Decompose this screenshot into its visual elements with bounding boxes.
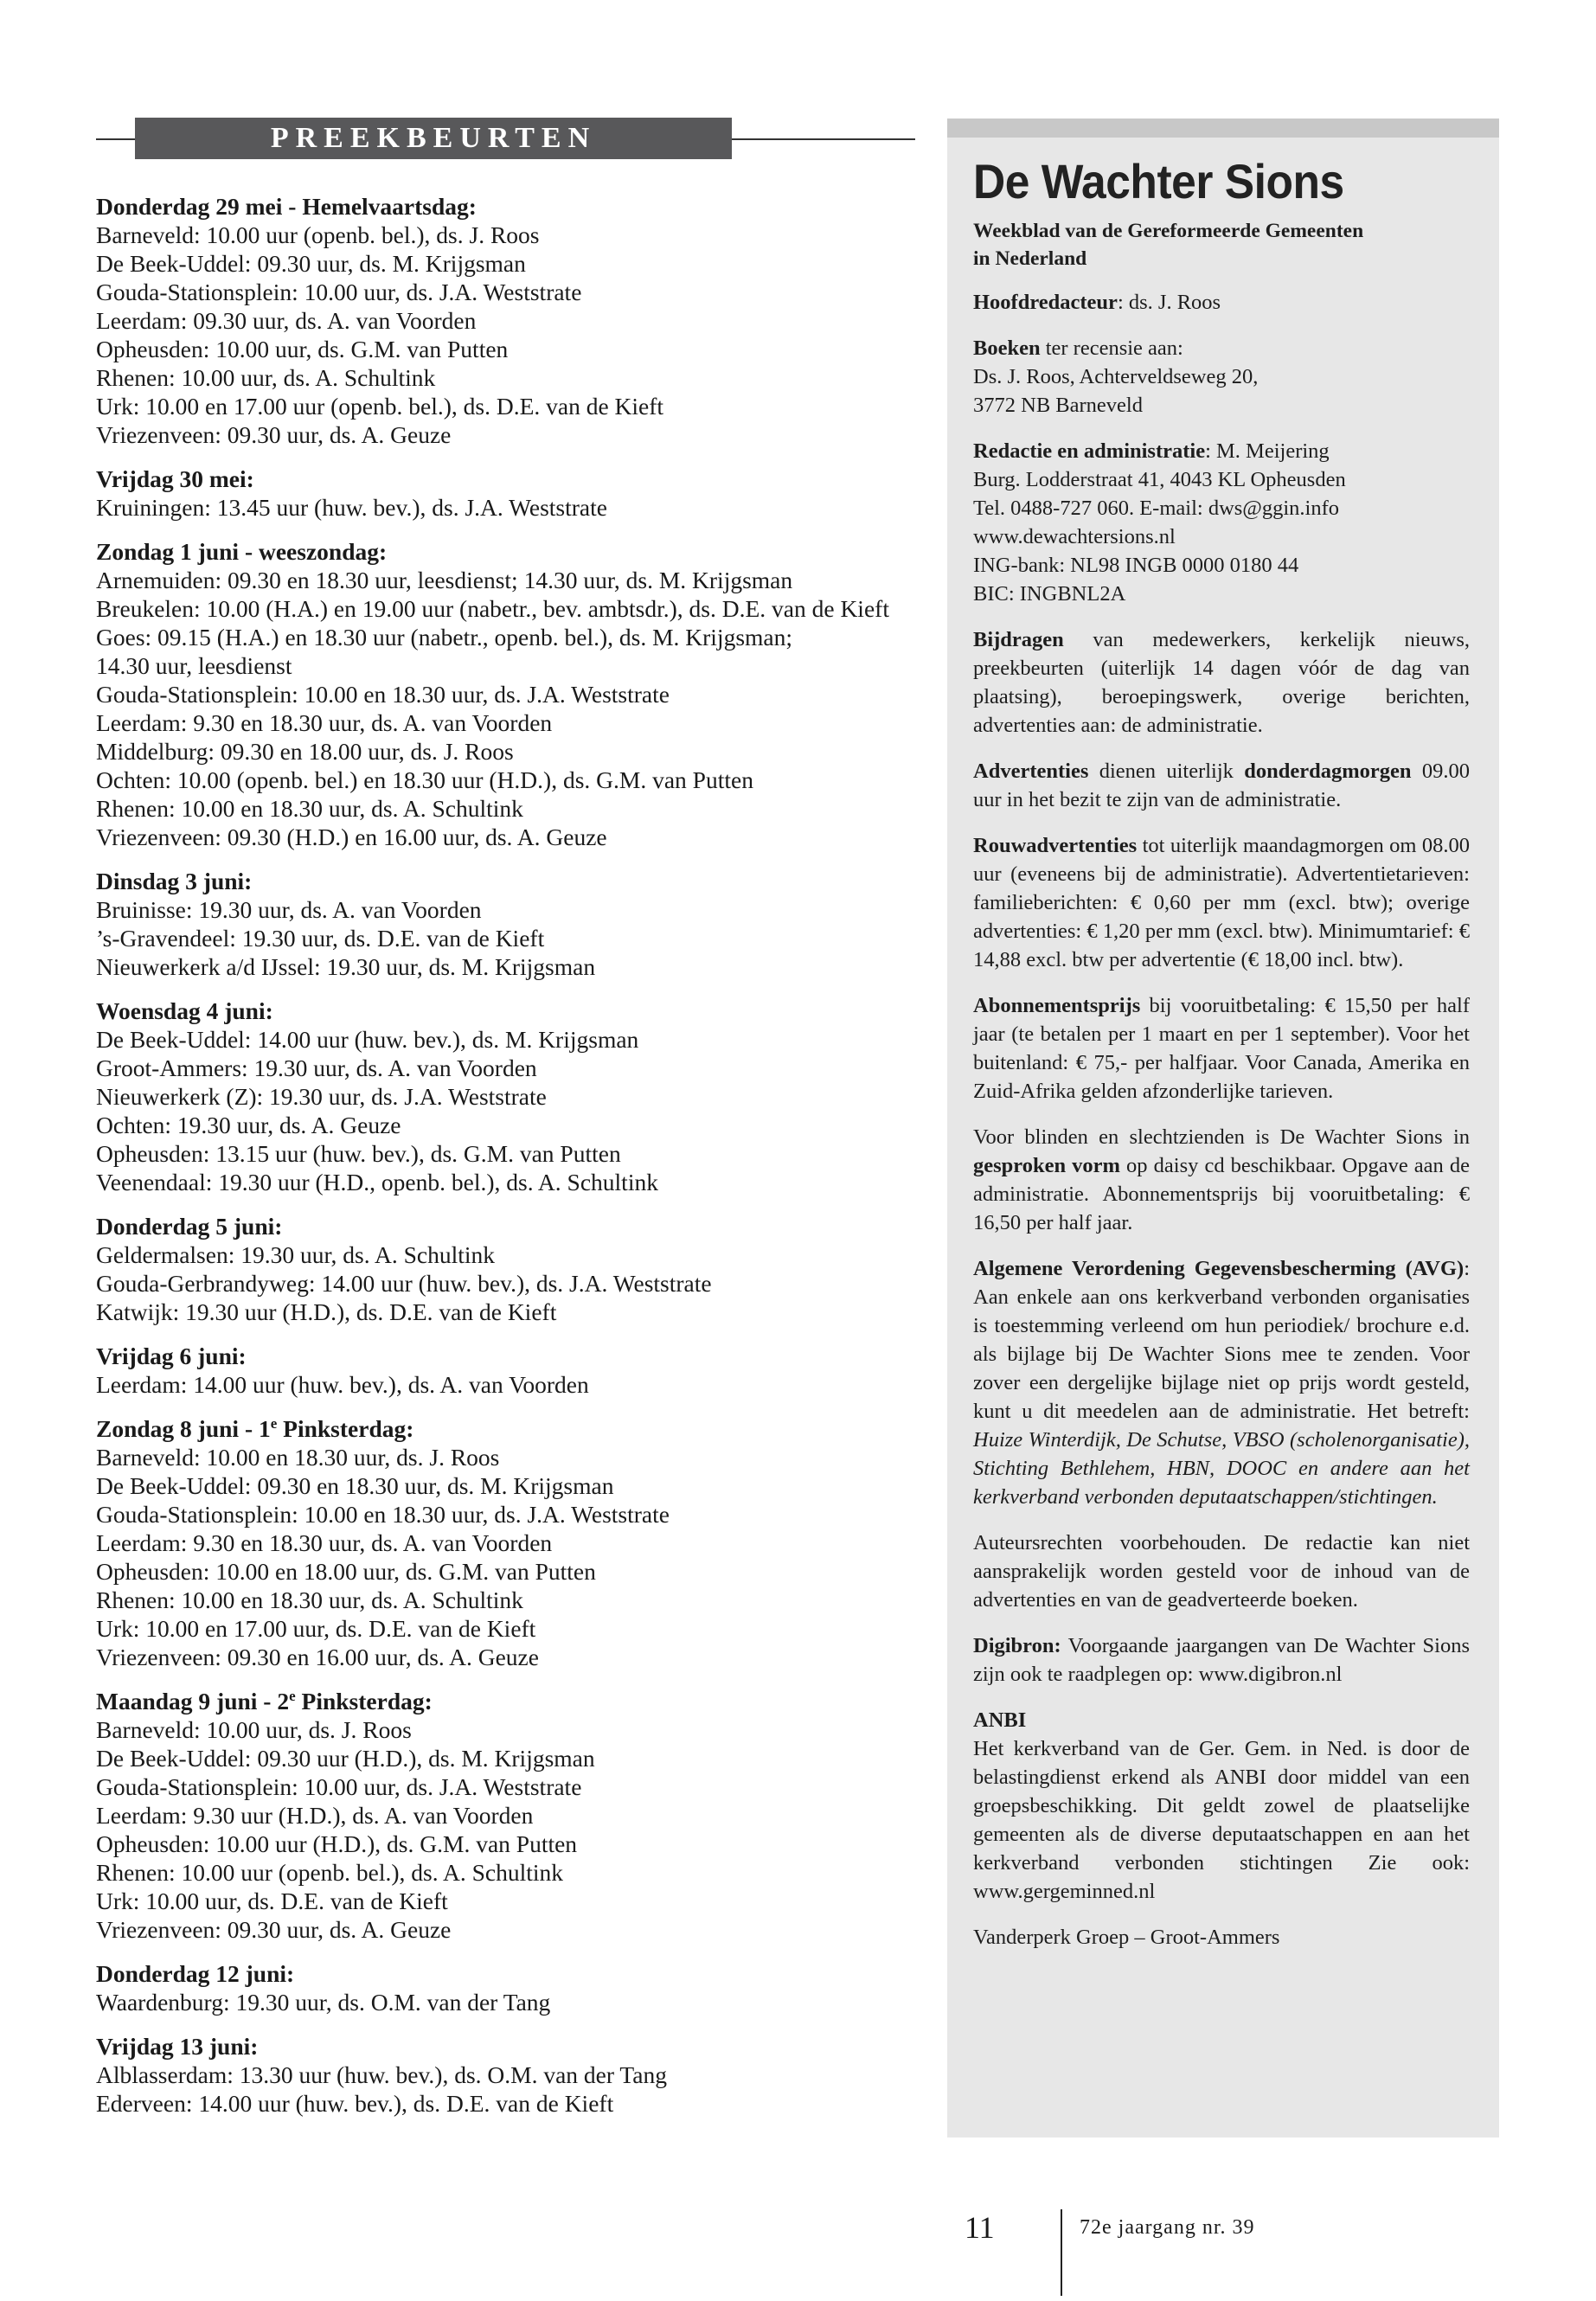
- text: 09.00 uur in het bezit te zijn van de administratie.: [973, 760, 1471, 811]
- schedule-day: [96, 2032, 926, 2118]
- contact-line: Tel. 0488-727 060. E-mail: dws@ggin.info: [973, 497, 1340, 520]
- text: dienen uiterlijk: [1088, 760, 1245, 783]
- abonnementsprijs: [973, 991, 1470, 1106]
- service-entry: Rhenen: 10.00 en 18.30 uur, ds. A. Schultink: [96, 795, 523, 822]
- header-rule-left: [96, 138, 135, 140]
- emphasis: donderdagmorgen: [1244, 760, 1412, 783]
- day-title-part: Pinksterdag:: [295, 1688, 433, 1715]
- service-entry: De Beek-Uddel: 09.30 en 18.30 uur, ds. M. Krijgsman: [96, 1472, 614, 1499]
- service-entry: Leerdam: 09.30 uur, ds. A. van Voorden: [96, 307, 477, 334]
- contact-line: Burg. Lodderstraat 41, 4043 KL Opheusden: [973, 468, 1346, 491]
- page-number: 11: [965, 2210, 995, 2245]
- day-title-part: Zondag 8 juni - 1: [96, 1415, 271, 1442]
- schedule-day: [96, 867, 926, 981]
- service-entry: ’s-Gravendeel: 19.30 uur, ds. D.E. van de Kieft: [96, 925, 545, 952]
- day-title: Vrijdag 6 juni:: [96, 1343, 247, 1369]
- service-entry: Vriezenveen: 09.30 uur, ds. A. Geuze: [96, 421, 452, 448]
- day-title: Donderdag 12 juni:: [96, 1960, 295, 1987]
- service-entry: Rhenen: 10.00 uur, ds. A. Schultink: [96, 364, 436, 391]
- sidebar-top-band: [947, 119, 1499, 138]
- day-title: [96, 1414, 926, 1443]
- day-title: Vrijdag 13 juni:: [96, 2033, 259, 2060]
- service-entry: Vriezenveen: 09.30 uur, ds. A. Geuze: [96, 1916, 452, 1943]
- service-entry: Gouda-Stationsplein: 10.00 uur, ds. J.A. Weststrate: [96, 279, 582, 305]
- service-entry: Barneveld: 10.00 uur, ds. J. Roos: [96, 1716, 412, 1743]
- subtitle-line: in Nederland: [973, 247, 1087, 270]
- rouwadvertenties: [973, 831, 1470, 974]
- service-entry: Katwijk: 19.30 uur (H.D.), ds. D.E. van de Kieft: [96, 1298, 557, 1325]
- service-entry: Ochten: 10.00 (openb. bel.) en 18.30 uur (H.D.), ds. G.M. van Putten: [96, 766, 753, 793]
- schedule-day: [96, 1212, 926, 1326]
- service-entry: Leerdam: 9.30 en 18.30 uur, ds. A. van Voorden: [96, 709, 553, 736]
- hoofdredacteur: [973, 288, 1470, 317]
- service-entry: Leerdam: 9.30 en 18.30 uur, ds. A. van Voorden: [96, 1529, 553, 1556]
- address-line: Ds. J. Roos, Achterveldseweg 20,: [973, 365, 1259, 388]
- service-entry: Kruiningen: 13.45 uur (huw. bev.), ds. J.A. Weststrate: [96, 494, 607, 521]
- colophon-sidebar: [947, 119, 1499, 2138]
- day-title: Zondag 1 juni - weeszondag:: [96, 538, 388, 565]
- service-entry: Gouda-Gerbrandyweg: 14.00 uur (huw. bev.), ds. J.A. Weststrate: [96, 1270, 712, 1297]
- digibron: [973, 1631, 1470, 1689]
- schedule-day: [96, 1687, 926, 1944]
- label: Hoofdredacteur: [973, 291, 1118, 314]
- label: Advertenties: [973, 760, 1089, 783]
- text: : M. Meijering: [1205, 439, 1330, 463]
- day-title: [96, 1687, 926, 1715]
- service-entry: Groot-Ammers: 19.30 uur, ds. A. van Voorden: [96, 1054, 537, 1081]
- service-entry: Nieuwerkerk a/d IJssel: 19.30 uur, ds. M. Krijgsman: [96, 953, 596, 980]
- volume-info: 72e jaargang nr. 39: [1080, 2216, 1255, 2239]
- service-entry: De Beek-Uddel: 09.30 uur (H.D.), ds. M. Krijgsman: [96, 1745, 595, 1772]
- text: van medewerkers, kerkelijk nieuws, preekbeurten (uiterlijk 14 dagen vóór de dag van plaatsing), beroepingswerk, overige berichten, advertenties aan: de administratie.: [973, 628, 1470, 737]
- ordinal-suffix: e: [289, 1687, 296, 1704]
- text: op daisy cd beschikbaar. Opgave aan de administratie. Abonnementsprijs bij vooruitbetaling: € 16,50 per half jaar.: [973, 1154, 1470, 1234]
- contact-line: BIC: INGBNL2A: [973, 582, 1126, 606]
- service-entry: Opheusden: 13.15 uur (huw. bev.), ds. G.M. van Putten: [96, 1140, 621, 1167]
- service-entry: Barneveld: 10.00 en 18.30 uur, ds. J. Roos: [96, 1444, 500, 1471]
- service-entry: Arnemuiden: 09.30 en 18.30 uur, leesdienst; 14.30 uur, ds. M. Krijgsman: [96, 567, 793, 593]
- text: Het kerkverband van de Ger. Gem. in Ned. is door de belastingdienst erkend als ANBI door middel van een groepsbeschikking. Dit geldt zowel de plaatselijke gemeenten als de diverse deputaatschappen en aan het kerkverband verbonden stichtingen Zie ook: www.gergeminned.nl: [973, 1737, 1470, 1903]
- service-entry: Rhenen: 10.00 en 18.30 uur, ds. A. Schultink: [96, 1586, 523, 1613]
- label: Bijdragen: [973, 628, 1064, 651]
- text: ter recensie aan:: [1040, 336, 1183, 360]
- service-entry: Opheusden: 10.00 uur, ds. G.M. van Putten: [96, 336, 509, 362]
- service-entry: Rhenen: 10.00 uur (openb. bel.), ds. A. Schultink: [96, 1859, 564, 1886]
- service-entry: Breukelen: 10.00 (H.A.) en 19.00 uur (nabetr., bev. ambtsdr.), ds. D.E. van de Kieft: [96, 595, 889, 622]
- service-entry: Vriezenveen: 09.30 (H.D.) en 16.00 uur, ds. A. Geuze: [96, 824, 607, 850]
- section-title: PREEKBEURTEN: [135, 118, 732, 159]
- printer: Vanderperk Groep – Groot-Ammers: [973, 1926, 1280, 1949]
- bijdragen: [973, 625, 1470, 740]
- service-entry: Leerdam: 9.30 uur (H.D.), ds. A. van Voorden: [96, 1802, 534, 1829]
- service-entry: De Beek-Uddel: 09.30 uur, ds. M. Krijgsman: [96, 250, 526, 277]
- service-entry: Leerdam: 14.00 uur (huw. bev.), ds. A. van Voorden: [96, 1371, 589, 1398]
- service-entry: Veenendaal: 19.30 uur (H.D., openb. bel.), ds. A. Schultink: [96, 1169, 658, 1195]
- day-title-part: Pinksterdag:: [277, 1415, 414, 1442]
- label: Algemene Verordening Gegevensbescherming (AVG): [973, 1257, 1465, 1280]
- service-entry: Waardenburg: 19.30 uur, ds. O.M. van der Tang: [96, 1989, 551, 2016]
- address-line: 3772 NB Barneveld: [973, 394, 1143, 417]
- italic-text: Huize Winterdijk, De Schutse, VBSO (scholenorganisatie), Stichting Bethlehem, HBN, DOOC en andere aan het kerkverband verbonden deputaatschappen/stichtingen.: [973, 1428, 1470, 1509]
- schedule-day: [96, 1959, 926, 2016]
- label: Digibron:: [973, 1634, 1061, 1657]
- day-title: Dinsdag 3 juni:: [96, 868, 253, 894]
- day-title: Woensdag 4 juni:: [96, 997, 273, 1024]
- boeken: [973, 334, 1470, 420]
- service-entry: Geldermalsen: 19.30 uur, ds. A. Schultink: [96, 1241, 496, 1268]
- service-entry: Alblasserdam: 13.30 uur (huw. bev.), ds. O.M. van der Tang: [96, 2061, 667, 2088]
- blinden: [973, 1123, 1470, 1237]
- service-entry: Ederveen: 14.00 uur (huw. bev.), ds. D.E. van de Kieft: [96, 2090, 614, 2117]
- service-entry: Middelburg: 09.30 en 18.00 uur, ds. J. Roos: [96, 738, 514, 765]
- service-entry: Barneveld: 10.00 uur (openb. bel.), ds. J. Roos: [96, 221, 540, 248]
- day-title: Donderdag 5 juni:: [96, 1213, 283, 1240]
- subtitle-line: Weekblad van de Gereformeerde Gemeenten: [973, 220, 1364, 242]
- schedule-column: [96, 192, 926, 2133]
- schedule-day: [96, 1342, 926, 1399]
- day-title: Donderdag 29 mei - Hemelvaartsdag:: [96, 193, 477, 220]
- service-entry: De Beek-Uddel: 14.00 uur (huw. bev.), ds. M. Krijgsman: [96, 1026, 639, 1053]
- text: : ds. J. Roos: [1117, 291, 1221, 314]
- label: Redactie en administratie: [973, 439, 1206, 463]
- service-entry: Opheusden: 10.00 en 18.00 uur, ds. G.M. van Putten: [96, 1558, 596, 1585]
- service-entry: Ochten: 19.30 uur, ds. A. Geuze: [96, 1112, 401, 1138]
- service-entry: Urk: 10.00 uur, ds. D.E. van de Kieft: [96, 1888, 448, 1914]
- schedule-day: [96, 1414, 926, 1671]
- auteursrechten: Auteursrechten voorbehouden. De redactie kan niet aansprakelijk worden gesteld voor de inhoud van de advertenties en van de geadverteerde boeken.: [973, 1531, 1470, 1612]
- schedule-day: [96, 537, 926, 851]
- text: bij vooruitbetaling: € 15,50 per half jaar (te betalen per 1 maart en per 1 september). Voor het buitenland: € 75,- per halfjaar. Voor Canada, Amerika en Zuid-Afrika gelden afzonderlijke tarieven.: [973, 994, 1470, 1103]
- service-entry: Urk: 10.00 en 17.00 uur, ds. D.E. van de Kieft: [96, 1615, 536, 1642]
- service-entry: Nieuwerkerk (Z): 19.30 uur, ds. J.A. Weststrate: [96, 1083, 547, 1110]
- schedule-day: [96, 465, 926, 522]
- service-entry: Urk: 10.00 en 17.00 uur (openb. bel.), ds. D.E. van de Kieft: [96, 393, 664, 420]
- header-rule-right: [732, 138, 915, 140]
- emphasis: gesproken vorm: [973, 1154, 1120, 1177]
- text: Voor blinden en slechtzienden is De Wachter Sions in: [973, 1125, 1470, 1149]
- day-title: Vrijdag 30 mei:: [96, 465, 254, 492]
- redactie: [973, 437, 1470, 608]
- day-title-part: Maandag 9 juni - 2: [96, 1688, 290, 1715]
- label: Rouwadvertenties: [973, 834, 1138, 857]
- label: Boeken: [973, 336, 1041, 360]
- service-entry: Gouda-Stationsplein: 10.00 en 18.30 uur, ds. J.A. Weststrate: [96, 1501, 670, 1528]
- avg: [973, 1254, 1470, 1511]
- text: : Aan enkele aan ons kerkverband verbonden organisaties is toestemming verleend om hun periodiek/ brochure e.d. als bijlage bij De Wachter Sions mee te zenden. Voor zover een dergelijke bijlage niet op prijs wordt gesteld, kunt u dit meedelen aan de administratie. Het betreft:: [973, 1257, 1470, 1423]
- service-entry: Gouda-Stationsplein: 10.00 uur, ds. J.A. Weststrate: [96, 1773, 582, 1800]
- schedule-day: [96, 192, 926, 449]
- text: Voorgaande jaargangen van De Wachter Sions zijn ook te raadplegen op: www.digibron.nl: [973, 1634, 1470, 1686]
- service-entry: 14.30 uur, leesdienst: [96, 652, 292, 679]
- contact-line: www.dewachtersions.nl: [973, 525, 1176, 548]
- service-entry: Vriezenveen: 09.30 en 16.00 uur, ds. A. Geuze: [96, 1644, 539, 1670]
- label: ANBI: [973, 1708, 1027, 1732]
- masthead: De Wachter Sions: [973, 154, 1344, 208]
- ordinal-suffix: e: [270, 1414, 278, 1432]
- contact-line: ING-bank: NL98 INGB 0000 0180 44: [973, 554, 1299, 577]
- service-entry: Gouda-Stationsplein: 10.00 en 18.30 uur, ds. J.A. Weststrate: [96, 681, 670, 708]
- service-entry: Goes: 09.15 (H.A.) en 18.30 uur (nabetr., openb. bel.), ds. M. Krijgsman;: [96, 624, 793, 651]
- footer-rule: [1061, 2209, 1062, 2296]
- schedule-day: [96, 997, 926, 1196]
- anbi: [973, 1706, 1470, 1906]
- label: Abonnementsprijs: [973, 994, 1141, 1017]
- advertenties: [973, 757, 1470, 814]
- service-entry: Bruinisse: 19.30 uur, ds. A. van Voorden: [96, 896, 482, 923]
- text: tot uiterlijk maandagmorgen om 08.00 uur (eveneens bij de administratie). Advertentietarieven: familieberichten: € 0,60 per mm (excl. btw); overige advertenties: € 1,20 per mm (excl. btw). Minimumtarief: € 14,88 excl. btw per advertentie (€ 18,00 incl. btw).: [973, 834, 1470, 971]
- masthead-subtitle: [973, 217, 1470, 272]
- service-entry: Opheusden: 10.00 uur (H.D.), ds. G.M. van Putten: [96, 1830, 578, 1857]
